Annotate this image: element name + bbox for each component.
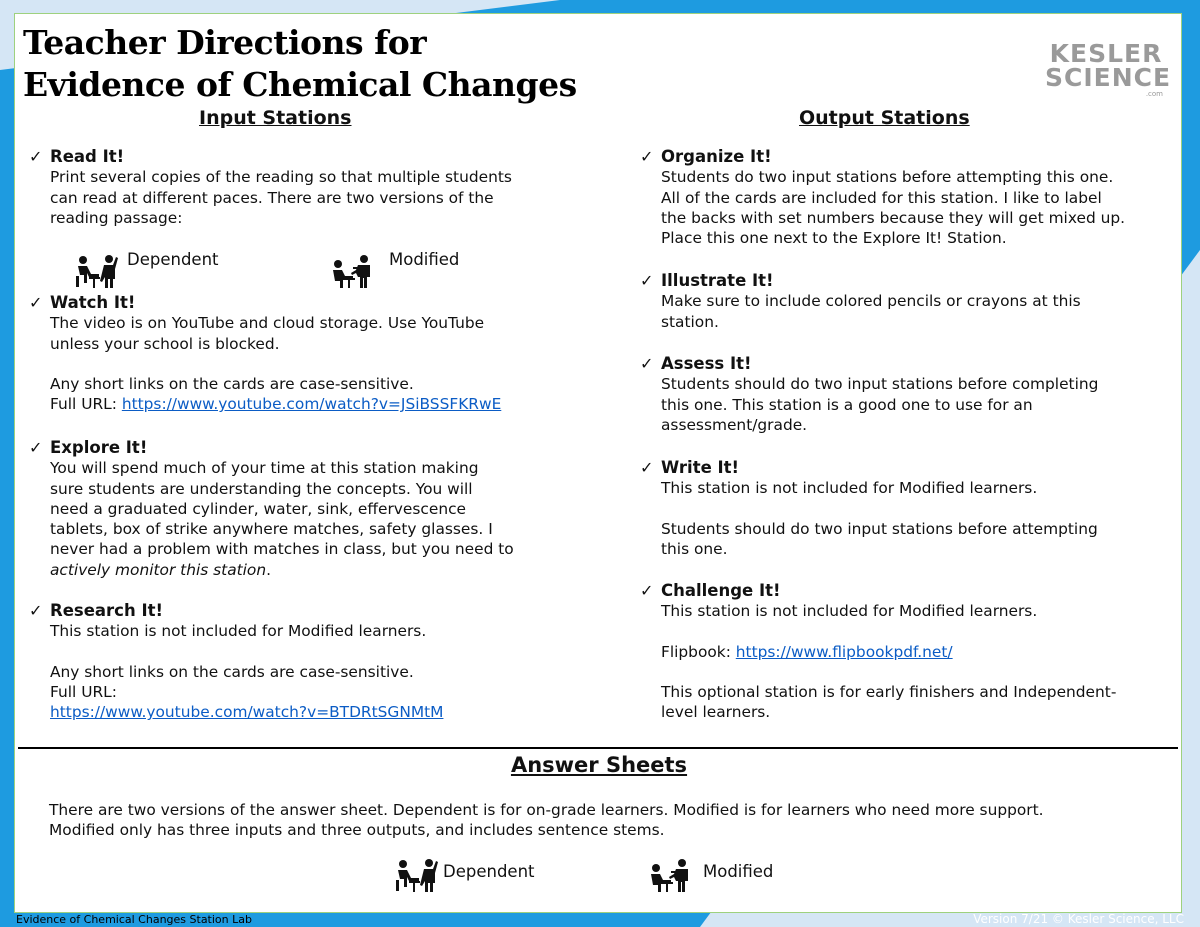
checkmark-icon: ✓ [29,601,43,620]
research-it-text: This station is not included for Modified learners. Any short links on the cards are case-sensitive. Full URL: https://www.youtube.com/watch?v=BTDRtSGNMtM [50,622,444,722]
challenge-it-text: This station is not included for Modified learners. Flipbook: https://www.flipbookpdf.net/ This optional station is for early finishers and Independent- level learners. [661,602,1117,722]
organize-it-heading: Organize It! [661,147,772,166]
checkmark-icon: ✓ [640,354,654,373]
output-stations-heading: Output Stations [799,107,970,129]
write-it-section [640,458,1176,559]
checkmark-icon: ✓ [29,438,43,457]
modified-teacher-student-icon [649,858,691,894]
answer-sheets-text: There are two versions of the answer sheet. Dependent is for on-grade learners. Modified is for learners who need more support. Modified only has three inputs and three outputs, and includes sentence stems. [49,801,1044,840]
read-it-section [29,147,580,228]
illustrate-it-section [640,271,1176,332]
organize-it-text: Students do two input stations before attempting this one. All of the cards are included for this station. I like to label the backs with set numbers because they will get mixed up. Place this one next to the Explore It! Station. [661,168,1126,248]
watch-it-text: The video is on YouTube and cloud storage. Use YouTube unless your school is blocked. Any short links on the cards are case-sensitive. Full URL: https://www.youtube.com/watch?v=JSiBSSFKRwE [50,314,502,414]
challenge-it-section [640,581,1176,722]
challenge-it-heading: Challenge It! [661,581,781,600]
watch-it-youtube-link[interactable]: https://www.youtube.com/watch?v=JSiBSSFKRwE [121,395,502,414]
assess-it-section [640,354,1176,435]
assess-it-heading: Assess It! [661,354,752,373]
write-it-heading: Write It! [661,458,740,477]
answer-sheets-heading: Answer Sheets [510,753,688,777]
input-stations-heading: Input Stations [199,107,352,129]
title-line-2: Evidence of Chemical Changes [23,65,577,104]
read-it-heading: Read It! [50,147,125,166]
checkmark-icon: ✓ [29,293,43,312]
page-title [23,22,577,106]
watch-it-section [29,293,580,414]
write-it-text: This station is not included for Modified learners. Students should do two input stations before attempting this one. [661,479,1098,558]
flipbook-link[interactable]: https://www.flipbookpdf.net/ [735,642,953,661]
explore-it-section [29,438,580,580]
dependent-students-icon [393,858,439,894]
watch-it-heading: Watch It! [50,293,136,312]
title-line-1: Teacher Directions for [23,23,427,62]
research-it-youtube-link[interactable]: https://www.youtube.com/watch?v=BTDRtSGNMtM [50,703,444,722]
organize-it-section [640,147,1176,248]
modified-teacher-student-icon [331,254,373,290]
checkmark-icon: ✓ [640,271,654,290]
dependent-students-icon [73,254,119,290]
footer-document-title: Evidence of Chemical Changes Station Lab [16,913,252,926]
assess-it-text: Students should do two input stations before completing this one. This station is a good one to use for an assessment/grade. [661,375,1099,434]
section-divider [18,747,1178,749]
illustrate-it-text: Make sure to include colored pencils or crayons at this station. [661,292,1081,331]
checkmark-icon: ✓ [29,147,43,166]
footer-version: Version 7/21 © Kesler Science, LLC [973,912,1184,926]
research-it-heading: Research It! [50,601,164,620]
checkmark-icon: ✓ [640,458,654,477]
explore-it-text: You will spend much of your time at this station making sure students are understanding the concepts. You will need a graduated cylinder, water, sink, effervescence tablets, box of strike anywhere matches, safety glasses. I never had a problem with matches in class, but you need to actively monitor this station. [50,459,514,579]
document-page: Teacher Directions for Evidence of Chemical Changes KESLER SCIENCE .com Input Stations ✓ Read It! Print several copies of the reading so that multiple students can read at different paces. There are two versions of the reading passage: Dependent Modified ✓ Watch It! The video is on YouTube and cloud storage. Use YouTube unless your school is blocked. Any short links on the cards are case-sensitive. Full URL: https://www.youtube.com/watch?v=JSiBSSFKRwE ✓ Explore It! You will spend much of your time at this station making sure students are understanding the concepts. You will need a graduated cylinder, water, sink, effervescence tablets, box of strike anywhere matches, safety glasses. I never had a problem with matches in class, but you need to actively monitor this station. ✓ Research It! This station is not included for Modified learners. Any short links on the cards are case-sensitive. Full URL: https://www.youtube.com/watch?v=BTDRtSGNMtM Output Stations ✓ Organize It! Students do two input stations before attempting this one. All of the cards are included for this station. I like to label the backs with set numbers because they will get mixed up. Place this one next to the Explore It! Station. ✓ Illustrate It! Make sure to include colored pencils or crayons at this station. ✓ Assess It! Students should do two input stations before completing this one. This station is a good one to use for an assessment/grade. ✓ Write It! This station is not included for Modified learners. Students should do two input stations before attempting this one. ✓ Challenge It! This station is not included for Modified learners. Flipbook: https://www.flipbookpdf.net/ This optional station is for early finishers and Independent- level learners. Answer Sheets There are two versions of the answer sheet. Dependent is for on-grade learners. Modified is for learners who need more support. Modified only has three inputs and three outputs, and includes sentence stems. Dependent Modified [14,13,1182,913]
read-it-text: Print several copies of the reading so that multiple students can read at different paces. There are two versions of the reading passage: [50,168,512,227]
checkmark-icon: ✓ [640,147,654,166]
explore-it-heading: Explore It! [50,438,148,457]
illustrate-it-heading: Illustrate It! [661,271,774,290]
kesler-science-logo: KESLER SCIENCE .com [1045,39,1172,98]
research-it-section [29,601,580,722]
checkmark-icon: ✓ [640,581,654,600]
